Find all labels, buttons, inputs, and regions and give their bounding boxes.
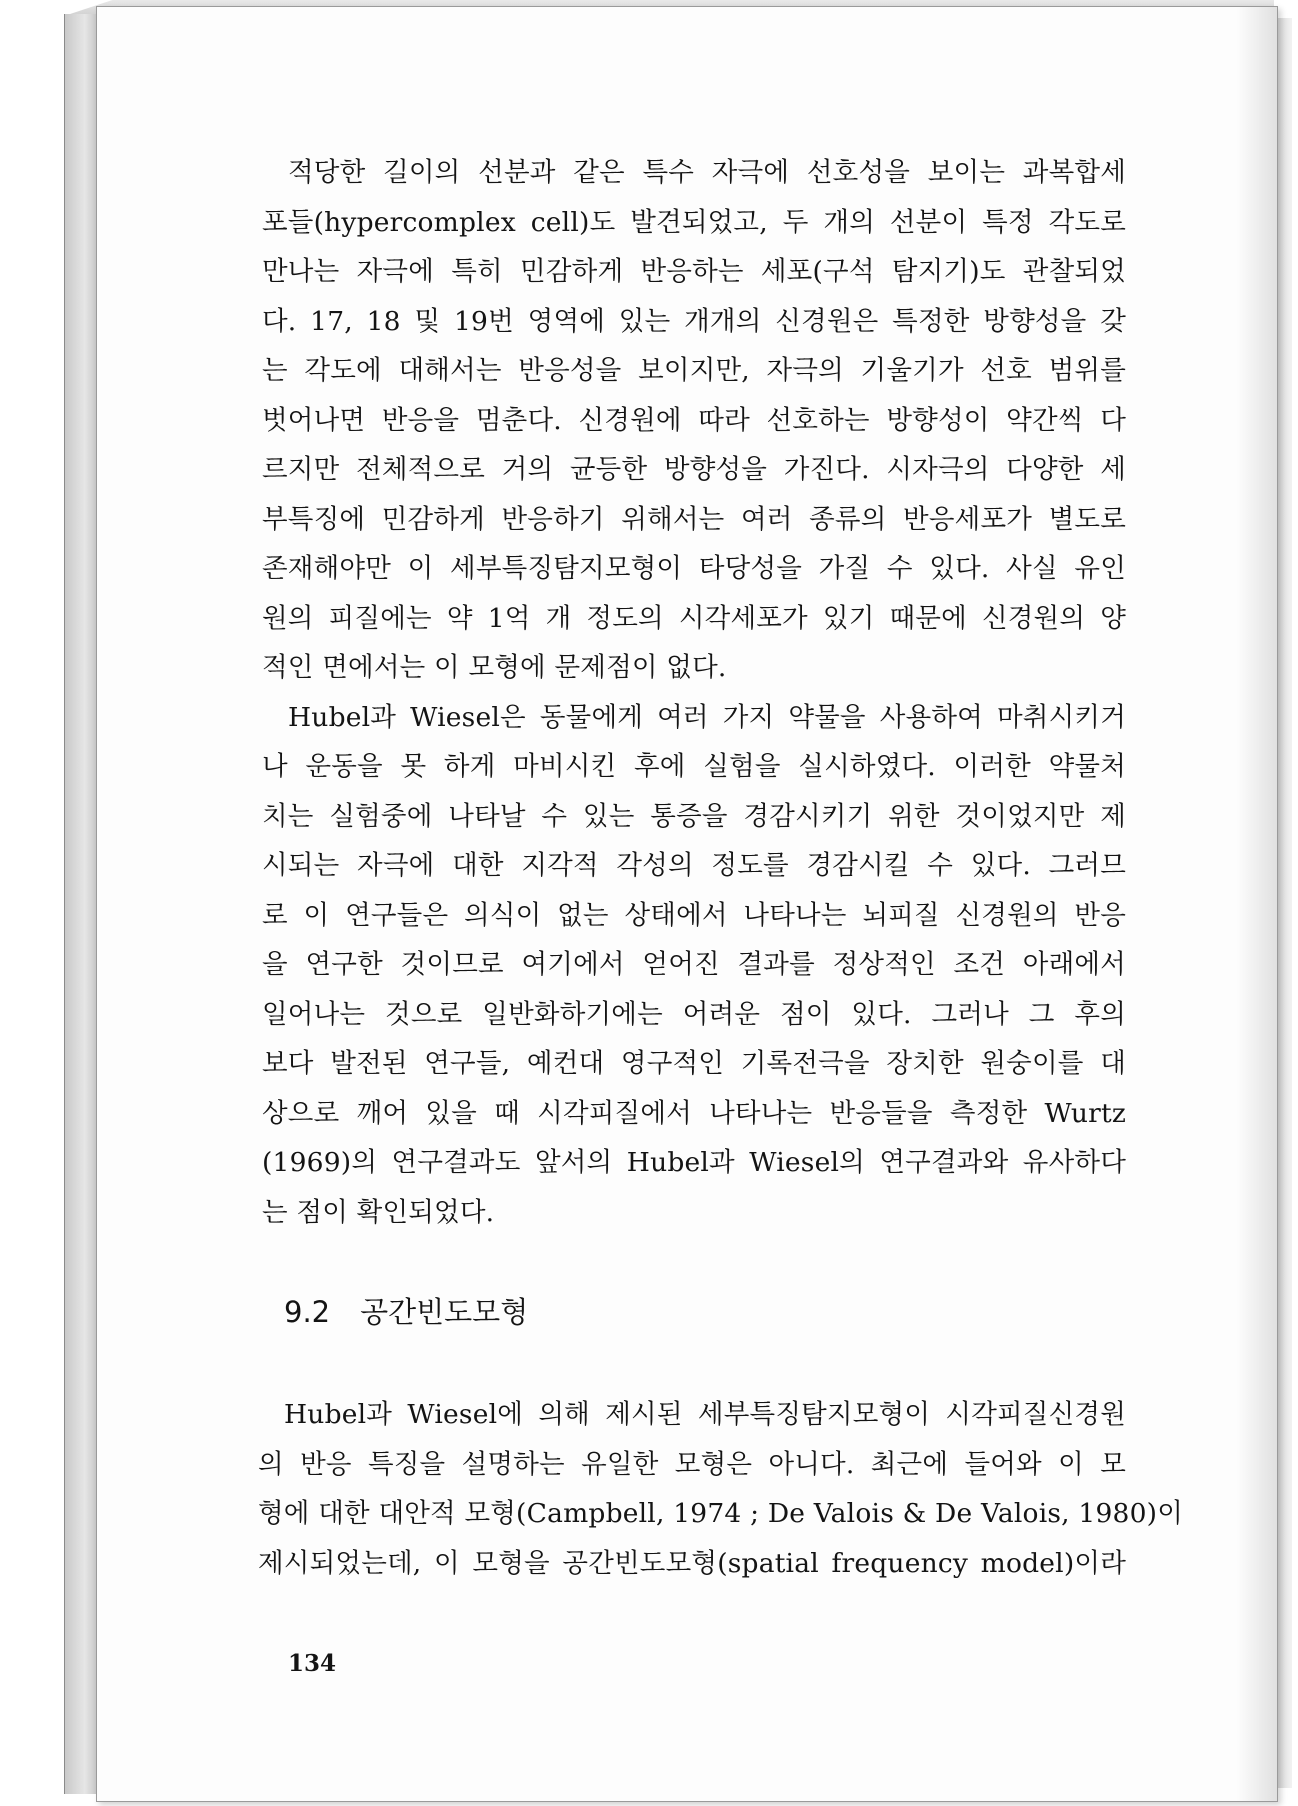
text-line: 시되는 자극에 대한 지각적 각성의 정도를 경감시킬 수 있다. 그러므 bbox=[262, 850, 1126, 881]
text-line: 적인 면에서는 이 모형에 문제점이 없다. bbox=[262, 652, 727, 683]
text-line: Hubel과 Wiesel에 의해 제시된 세부특징탐지모형이 시각피질신경원 bbox=[284, 1399, 1126, 1430]
text-line: 제시되었는데, 이 모형을 공간빈도모형(spatial frequency model)이라 bbox=[258, 1547, 1126, 1579]
text-line: 원의 피질에는 약 1억 개 정도의 시각세포가 있기 때문에 신경원의 양 bbox=[262, 602, 1126, 634]
text-line: 상으로 깨어 있을 때 시각피질에서 나타나는 반응들을 측정한 Wurtz bbox=[262, 1097, 1126, 1129]
text-line: 로 이 연구들은 의식이 없는 상태에서 나타나는 뇌피질 신경원의 반응 bbox=[262, 899, 1126, 931]
text-line: (1969)의 연구결과도 앞서의 Hubel과 Wiesel의 연구결과와 유사하다 bbox=[262, 1147, 1126, 1178]
page-outer-edge bbox=[1276, 18, 1292, 1788]
text-line: 는 점이 확인되었다. bbox=[262, 1196, 495, 1228]
text-line: Hubel과 Wiesel은 동물에게 여러 가지 약물을 사용하여 마취시키거 bbox=[288, 701, 1126, 733]
text-line: 만나는 자극에 특히 민감하게 반응하는 세포(구석 탐지기)도 관찰되었 bbox=[262, 256, 1126, 287]
text-line: 의 반응 특징을 설명하는 유일한 모형은 아니다. 최근에 들어와 이 모 bbox=[258, 1448, 1126, 1480]
text-line: 을 연구한 것이므로 여기에서 얻어진 결과를 정상적인 조건 아래에서 bbox=[262, 949, 1126, 980]
text-line: 형에 대한 대안적 모형(Campbell, 1974 ; De Valois & De Valois, 1980)이 bbox=[258, 1498, 1184, 1529]
text-line: 존재해야만 이 세부특징탐지모형이 타당성을 가질 수 있다. 사실 유인 bbox=[262, 553, 1126, 584]
text-line: 치는 실험중에 나타날 수 있는 통증을 경감시키기 위한 것이었지만 제 bbox=[262, 800, 1126, 832]
page-shadow bbox=[1237, 7, 1277, 1801]
body-text bbox=[262, 148, 1126, 1237]
text-line: 일어나는 것으로 일반화하기에는 어려운 점이 있다. 그러나 그 후의 bbox=[262, 998, 1126, 1030]
page-number: 134 bbox=[288, 1650, 337, 1677]
text-line: 다. 17, 18 및 19번 영역에 있는 개개의 신경원은 특정한 방향성을 갖 bbox=[262, 305, 1126, 337]
text-line: 르지만 전체적으로 거의 균등한 방향성을 가진다. 시자극의 다양한 세 bbox=[262, 454, 1126, 485]
text-line: 적당한 길이의 선분과 같은 특수 자극에 선호성을 보이는 과복합세 bbox=[288, 157, 1126, 188]
text-line: 부특징에 민감하게 반응하기 위해서는 여러 종류의 반응세포가 별도로 bbox=[262, 503, 1126, 535]
paragraph-2 bbox=[262, 693, 1126, 1238]
section-number: 9.2 bbox=[284, 1295, 331, 1329]
text-line: 벗어나면 반응을 멈춘다. 신경원에 따라 선호하는 방향성이 약간씩 다 bbox=[262, 404, 1126, 436]
paragraph-3 bbox=[258, 1390, 1184, 1588]
text-line: 는 각도에 대해서는 반응성을 보이지만, 자극의 기울기가 선호 범위를 bbox=[262, 355, 1126, 386]
text-line: 포들(hypercomplex cell)도 발견되었고, 두 개의 선분이 특정 각도로 bbox=[262, 206, 1126, 238]
section-heading bbox=[284, 1290, 528, 1331]
paragraph-1 bbox=[262, 148, 1126, 693]
text-line: 나 운동을 못 하게 마비시킨 후에 실험을 실시하였다. 이러한 약물처 bbox=[262, 751, 1126, 782]
text-line: 보다 발전된 연구들, 예컨대 영구적인 기록전극을 장치한 원숭이를 대 bbox=[262, 1048, 1126, 1079]
section-title: 공간빈도모형 bbox=[360, 1295, 529, 1329]
